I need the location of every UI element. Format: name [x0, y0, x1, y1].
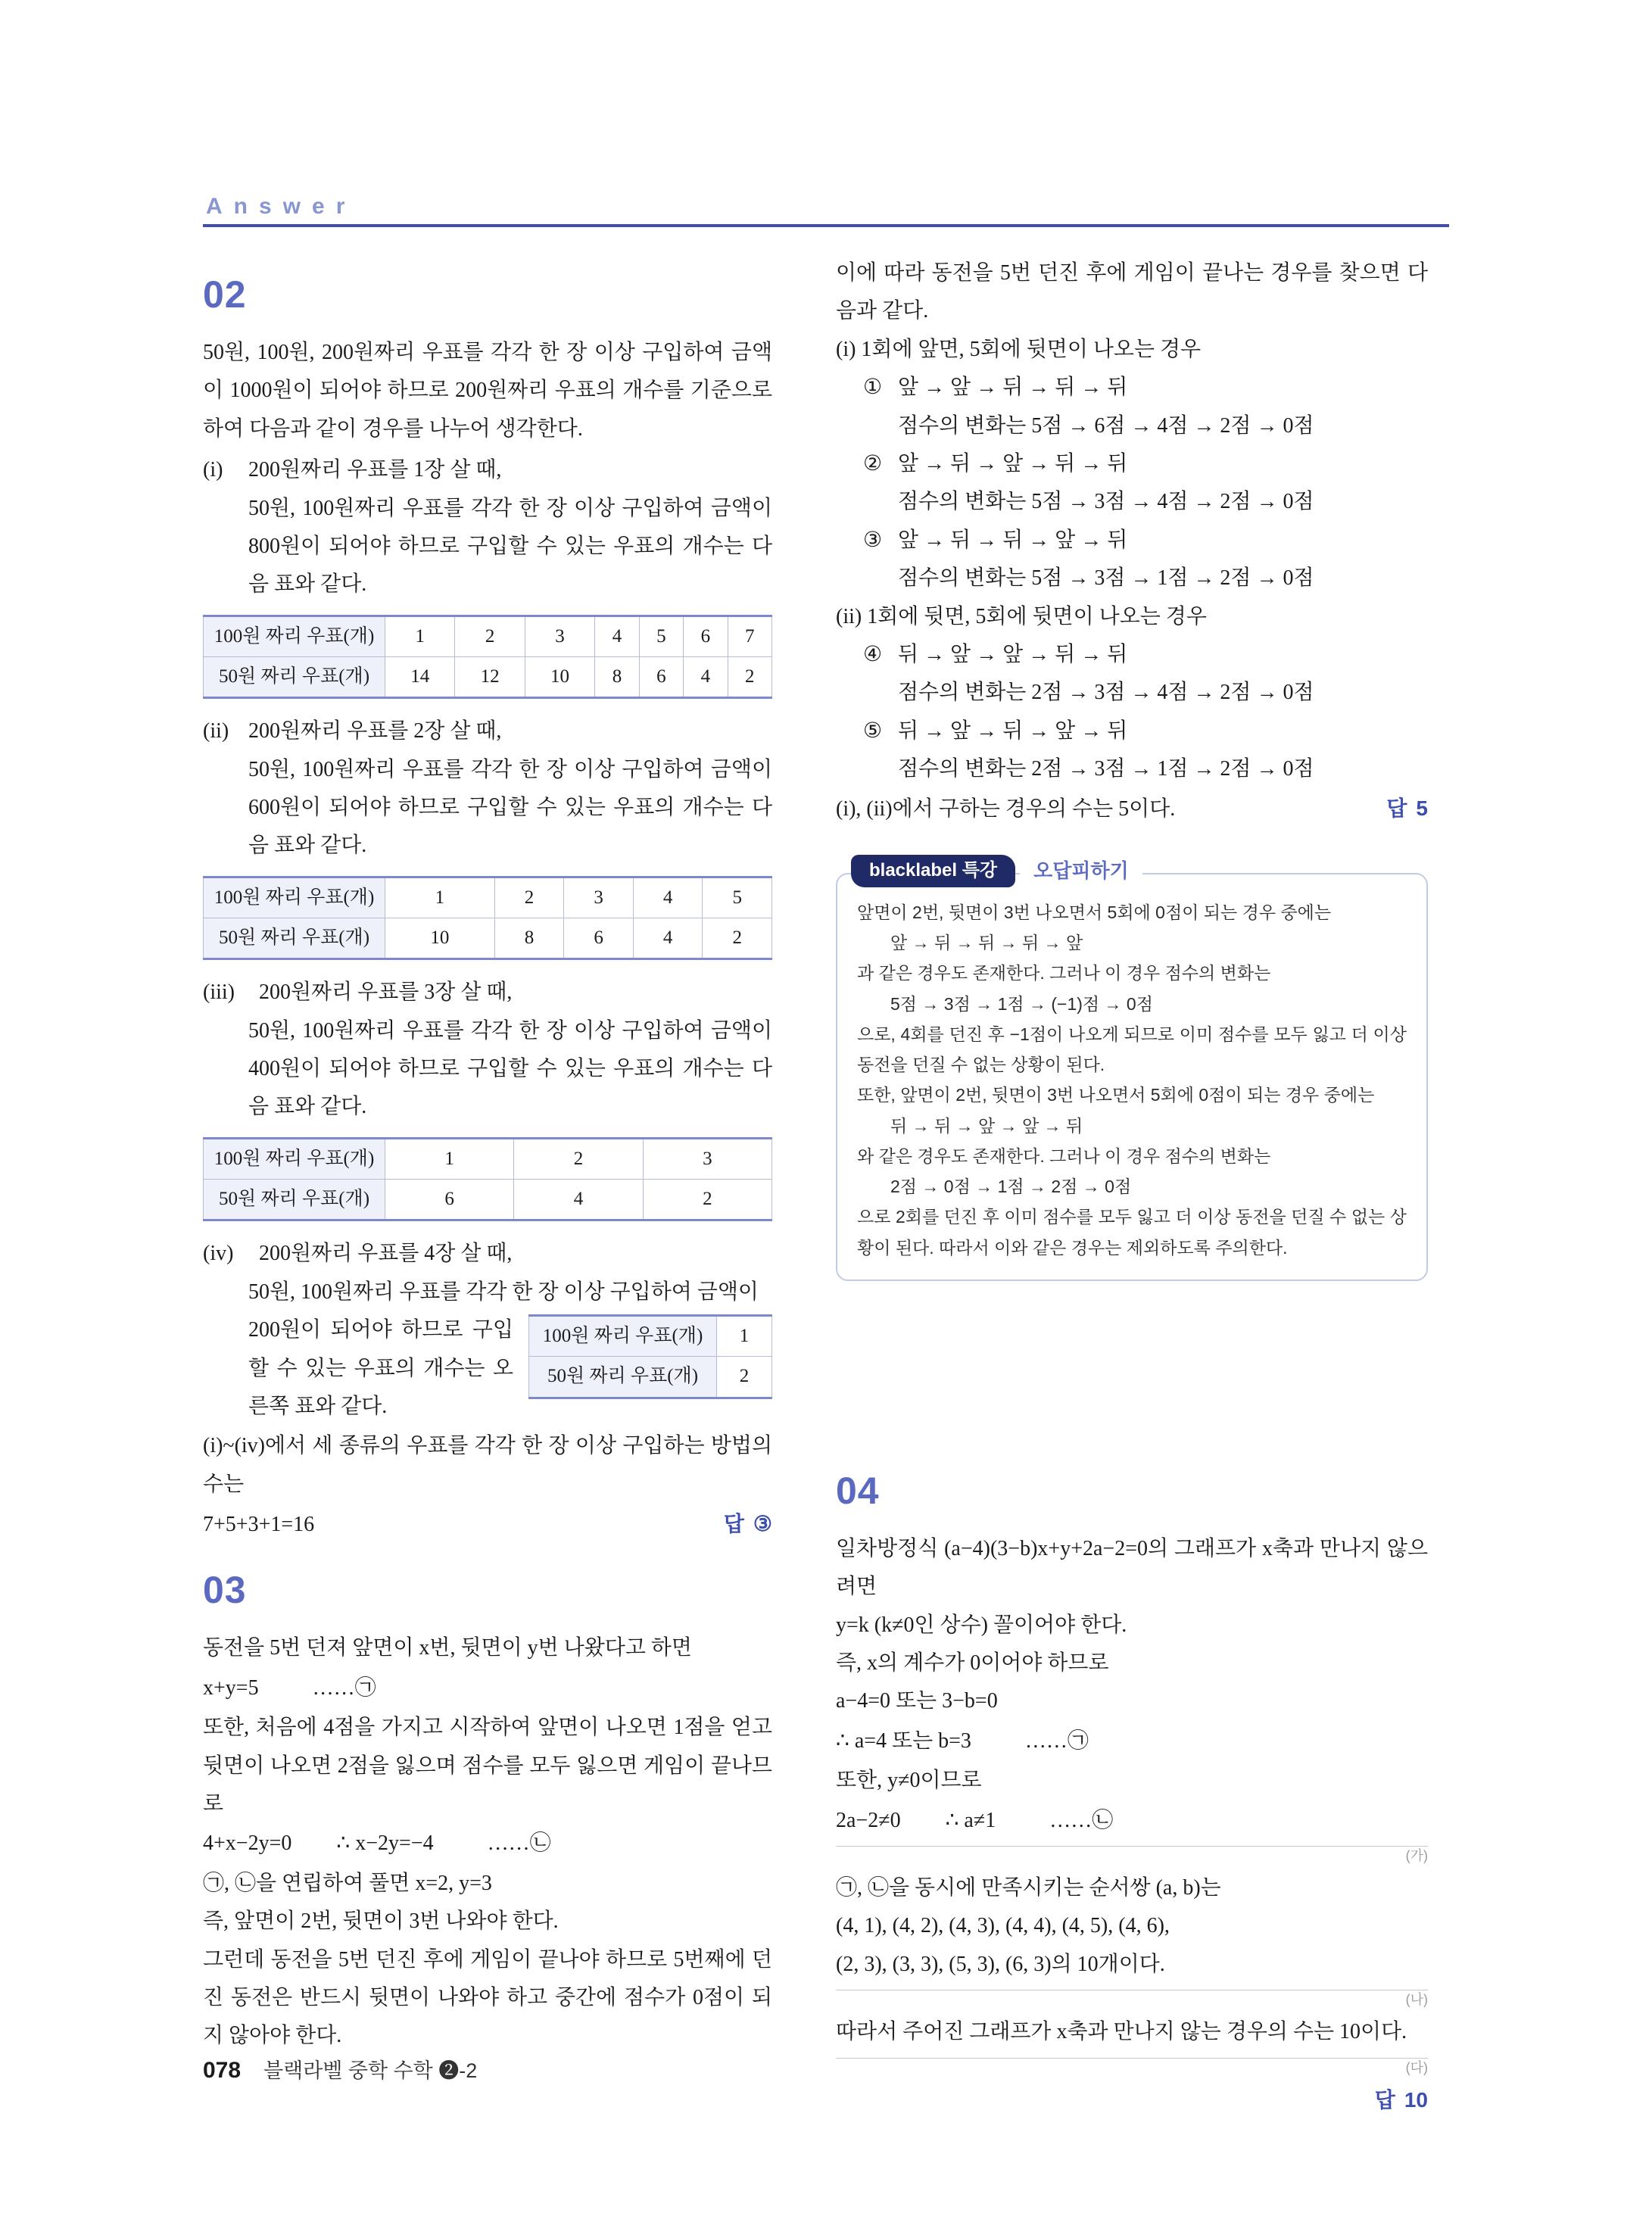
equation-line — [203, 1825, 772, 1862]
table-cell: 8 — [494, 918, 564, 959]
case-title: (ii) 1회에 뒷면, 5회에 뒷면이 나오는 경우 — [836, 604, 1207, 628]
special-box-header — [851, 855, 1142, 887]
table-row-label: 100원 짜리 우표(개) — [529, 1316, 717, 1357]
table-row — [529, 1316, 772, 1357]
table-cell: 1 — [385, 1138, 514, 1179]
equation: 4+x−2y=0 — [203, 1831, 292, 1856]
answer-label: 답 — [1386, 796, 1407, 821]
stamp-count-table-3 — [203, 1137, 772, 1222]
equation-tag: ……㉡ — [487, 1831, 551, 1856]
case-body: 50원, 100원짜리 우표를 각각 한 장 이상 구입하여 금액이 400원이 되어야 하므로 구입할 수 있는 우표의 개수는 다음 표와 같다. — [248, 1018, 772, 1119]
case-body: 50원, 100원짜리 우표를 각각 한 장 이상 구입하여 금액이 — [248, 1280, 759, 1304]
answer-value: 10 — [1404, 2087, 1428, 2112]
score-change: 점수의 변화는 2점 → 3점 → 4점 → 2점 → 0점 — [898, 681, 1314, 705]
solution-paragraph: ㉠, ㉡을 동시에 만족시키는 순서쌍 (a, b)는 — [836, 1875, 1221, 1900]
table-cell: 2 — [703, 918, 772, 959]
score-change: 점수의 변화는 2점 → 3점 → 1점 → 2점 → 0점 — [898, 757, 1314, 781]
result-line — [203, 1505, 772, 1544]
table-cell: 2 — [455, 616, 525, 656]
case-marker: (iv) — [203, 1242, 234, 1266]
table-cell: 6 — [385, 1180, 514, 1220]
table-cell: 7 — [728, 616, 771, 656]
grading-step-label: (가) — [1405, 1847, 1428, 1863]
table-cell: 2 — [728, 656, 771, 697]
score-change: 점수의 변화는 5점 → 3점 → 1점 → 2점 → 0점 — [898, 566, 1314, 591]
table-cell: 8 — [595, 656, 639, 697]
case-heading — [203, 712, 772, 750]
answer-line — [836, 2081, 1428, 2119]
page-number: 078 — [203, 2058, 242, 2083]
table-cell: 1 — [385, 616, 455, 656]
table-cell: 2 — [514, 1138, 643, 1179]
solution-paragraph: 일차방정식 (a−4)(3−b)x+y+2a−2=0의 그래프가 x축과 만나지 않으려면 — [836, 1536, 1428, 1599]
book-title: 블랙라벨 중학 수학 ❷-2 — [263, 2059, 478, 2082]
solution-paragraph: 그런데 동전을 5번 던진 후에 게임이 끝나야 하므로 5번째에 던진 동전은 반드시 뒷면이 나와야 하고 중간에 점수가 0점이 되지 않아야 한다. — [203, 1947, 772, 2048]
right-column — [836, 254, 1428, 2121]
case-title: (i) 1회에 앞면, 5회에 뒷면이 나오는 경우 — [836, 337, 1202, 361]
table-cell: 2 — [643, 1180, 771, 1220]
coin-sequence: 앞 → 뒤 → 앞 → 뒤 → 뒤 — [898, 451, 1128, 475]
problem-number: 02 — [203, 273, 247, 316]
equation: ∴ x−2y=−4 — [336, 1831, 434, 1856]
circled-number: ① — [863, 376, 883, 400]
table-cell: 4 — [633, 918, 703, 959]
table-cell: 10 — [525, 656, 594, 697]
sequence-case — [863, 712, 1428, 750]
case-body-with-side-table — [248, 1311, 772, 1426]
equation-line — [203, 1669, 772, 1707]
grading-step-rule — [836, 1846, 1428, 1863]
equation-tag: ……㉠ — [1024, 1728, 1089, 1753]
score-change: 점수의 변화는 5점 → 6점 → 4점 → 2점 → 0점 — [898, 413, 1314, 438]
score-change: 점수의 변화는 5점 → 3점 → 4점 → 2점 → 0점 — [898, 490, 1314, 514]
solution-paragraph: 50원, 100원, 200원짜리 우표를 각각 한 장 이상 구입하여 금액이 1000원이 되어야 하므로 200원짜리 우표의 개수를 기준으로 하여 다음과 같이 경우를 나누어 생각한다. — [203, 341, 772, 441]
answer-badge — [1375, 2081, 1428, 2119]
table-cell: 5 — [703, 877, 772, 918]
solution-paragraph: (i)~(iv)에서 세 종류의 우표를 각각 한 장 이상 구입하는 방법의 수는 — [203, 1434, 772, 1496]
table-cell: 6 — [564, 918, 634, 959]
conclusion-line — [836, 790, 1428, 828]
sequence-case — [863, 445, 1428, 483]
mistake-avoid-label: 오답피하기 — [1020, 859, 1142, 883]
special-line: 앞면이 2번, 뒷면이 3번 나오면서 5회에 0점이 되는 경우 중에는 — [857, 902, 1332, 922]
table-row — [204, 1180, 772, 1220]
table-row — [204, 616, 772, 656]
special-line: 또한, 앞면이 2번, 뒷면이 3번 나오면서 5회에 0점이 되는 경우 중에는 — [857, 1085, 1375, 1105]
table-cell: 10 — [385, 918, 495, 959]
solution-paragraph: 즉, 앞면이 2번, 뒷면이 3번 나와야 한다. — [203, 1909, 559, 1934]
table-row-label: 100원 짜리 우표(개) — [204, 1138, 385, 1179]
answer-value: 5 — [1416, 796, 1428, 821]
problem-number: 04 — [836, 1469, 880, 1512]
solution-paragraph: 동전을 5번 던져 앞면이 x번, 뒷면이 y번 나왔다고 하면 — [203, 1636, 692, 1660]
case-body: 200원이 되어야 하므로 구입할 수 있는 우표의 개수는 오른쪽 표와 같다. — [248, 1318, 513, 1418]
case-heading — [203, 1235, 772, 1273]
circled-number: ③ — [863, 528, 883, 552]
grading-step-label: (다) — [1405, 2059, 1428, 2075]
equation-line — [836, 1722, 1428, 1760]
circled-number: ⑤ — [863, 719, 883, 743]
special-line: 으로, 4회를 던진 후 −1점이 나오게 되므로 이미 점수를 모두 잃고 더 이상 동전을 던질 수 없는 상황이 된다. — [857, 1024, 1407, 1075]
answer-badge — [724, 1505, 772, 1543]
table-cell: 5 — [639, 616, 683, 656]
solution-paragraph: 즉, x의 계수가 0이어야 하므로 — [836, 1651, 1109, 1675]
table-cell: 4 — [633, 877, 703, 918]
problem-number: 03 — [203, 1569, 247, 1612]
table-cell: 6 — [684, 616, 728, 656]
solution-paragraph: 또한, 처음에 4점을 가지고 시작하여 앞면이 나오면 1점을 얻고 뒷면이 나오면 2점을 잃으며 점수를 모두 잃으면 게임이 끝나므로 — [203, 1716, 772, 1816]
circled-number: ② — [863, 451, 883, 475]
table-cell: 1 — [385, 877, 495, 918]
special-line: 5점 → 3점 → 1점 → (−1)점 → 0점 — [890, 993, 1153, 1014]
stamp-count-table-2 — [203, 876, 772, 961]
case-title: 200원짜리 우표를 4장 살 때, — [259, 1242, 513, 1266]
table-row-label: 50원 짜리 우표(개) — [204, 1180, 385, 1220]
case-marker: (ii) — [203, 719, 229, 743]
case-title: 200원짜리 우표를 3장 살 때, — [259, 980, 513, 1005]
conclusion-text: 따라서 주어진 그래프가 x축과 만나지 않는 경우의 수는 10이다. — [836, 2020, 1407, 2044]
equation: y=k (k≠0인 상수) 꼴이어야 한다. — [836, 1613, 1127, 1637]
coin-sequence: 앞 → 앞 → 뒤 → 뒤 → 뒤 — [898, 376, 1128, 400]
problem-02 — [203, 274, 772, 1544]
case-marker: (iii) — [203, 980, 235, 1005]
equation: ∴ a=4 또는 b=3 — [836, 1728, 971, 1753]
blacklabel-special-box — [836, 859, 1428, 1281]
sequence-case — [863, 522, 1428, 560]
stamp-count-table-4 — [528, 1314, 772, 1399]
special-line: 과 같은 경우도 존재한다. 그러나 이 경우 점수의 변화는 — [857, 963, 1271, 983]
table-row — [204, 1138, 772, 1179]
table-cell: 4 — [595, 616, 639, 656]
table-row — [529, 1357, 772, 1398]
page-header-title: Answer — [206, 194, 357, 219]
case-block-iii — [203, 974, 772, 1221]
table-cell: 1 — [717, 1316, 772, 1357]
equation-tag: ……㉠ — [312, 1675, 376, 1700]
special-line: 앞 → 뒤 → 뒤 → 뒤 → 앞 — [890, 933, 1083, 953]
circled-number: ④ — [863, 642, 883, 666]
solution-paragraph: 또한, y≠0이므로 — [836, 1769, 982, 1793]
answer-label: 답 — [1374, 2087, 1395, 2112]
left-column — [203, 254, 772, 2056]
case-body: 50원, 100원짜리 우표를 각각 한 장 이상 구입하여 금액이 600원이 되어야 하므로 구입할 수 있는 우표의 개수는 다음 표와 같다. — [248, 757, 772, 858]
table-cell: 4 — [514, 1180, 643, 1220]
case-block-i — [203, 451, 772, 699]
problem-03 — [203, 1569, 772, 2055]
sequence-case — [863, 369, 1428, 407]
table-row — [204, 656, 772, 697]
ordered-pairs: (4, 1), (4, 2), (4, 3), (4, 4), (4, 5), (4, 6), — [836, 1914, 1170, 1938]
table-row-label: 100원 짜리 우표(개) — [204, 877, 385, 918]
conclusion-text: (i), (ii)에서 구하는 경우의 수는 5이다. — [836, 797, 1176, 821]
case-heading — [203, 451, 772, 489]
case-heading — [203, 974, 772, 1012]
special-line: 으로 2회를 던진 후 이미 점수를 모두 잃고 더 이상 동전을 던질 수 없는 상황이 된다. 따라서 이와 같은 경우는 제외하도록 주의한다. — [857, 1207, 1407, 1258]
table-cell: 4 — [684, 656, 728, 697]
case-title: 200원짜리 우표를 2장 살 때, — [248, 719, 502, 743]
table-cell: 12 — [455, 656, 525, 697]
case-block-iv — [203, 1235, 772, 1426]
table-row — [204, 877, 772, 918]
case-body: 50원, 100원짜리 우표를 각각 한 장 이상 구입하여 금액이 800원이 되어야 하므로 구입할 수 있는 우표의 개수는 다음 표와 같다. — [248, 496, 772, 597]
equation: a−4=0 또는 3−b=0 — [836, 1689, 998, 1713]
answer-label: 답 — [723, 1512, 744, 1536]
answer-badge — [1386, 790, 1428, 828]
table-cell: 2 — [717, 1357, 772, 1398]
equation-line — [836, 1802, 1428, 1840]
special-line: 2점 → 0점 → 1점 → 2점 → 0점 — [890, 1177, 1132, 1197]
blacklabel-badge: blacklabel 특강 — [851, 855, 1015, 887]
case-title: 200원짜리 우표를 1장 살 때, — [248, 458, 502, 482]
equation: 7+5+3+1=16 — [203, 1513, 315, 1537]
special-line: 뒤 → 뒤 → 앞 → 앞 → 뒤 — [890, 1115, 1083, 1136]
table-cell: 14 — [385, 656, 455, 697]
equation: x+y=5 — [203, 1675, 259, 1700]
grading-step-rule — [836, 2058, 1428, 2075]
table-cell: 2 — [494, 877, 564, 918]
solution-paragraph: ㉠, ㉡을 연립하여 풀면 x=2, y=3 — [203, 1871, 492, 1895]
table-cell: 3 — [643, 1138, 771, 1179]
solution-paragraph: 이에 따라 동전을 5번 던진 후에 게임이 끝나는 경우를 찾으면 다음과 같다. — [836, 261, 1428, 323]
table-cell: 6 — [639, 656, 683, 697]
coin-sequence: 뒤 → 앞 → 뒤 → 앞 → 뒤 — [898, 719, 1128, 743]
problem-04 — [836, 1470, 1428, 2119]
coin-sequence: 앞 → 뒤 → 뒤 → 앞 → 뒤 — [898, 528, 1128, 552]
special-line: 와 같은 경우도 존재한다. 그러나 이 경우 점수의 변화는 — [857, 1146, 1271, 1166]
answer-value: ③ — [753, 1512, 772, 1536]
coin-sequence: 뒤 → 앞 → 앞 → 뒤 → 뒤 — [898, 642, 1128, 666]
table-row — [204, 918, 772, 959]
problem-03-continued — [836, 254, 1428, 829]
equation: 2a−2≠0 — [836, 1808, 901, 1832]
case-marker: (i) — [203, 458, 223, 482]
table-cell: 3 — [525, 616, 594, 656]
sequence-case — [863, 636, 1428, 674]
table-row-label: 50원 짜리 우표(개) — [204, 918, 385, 959]
table-row-label: 100원 짜리 우표(개) — [204, 616, 385, 656]
equation: ∴ a≠1 — [945, 1808, 996, 1832]
grading-step-label: (나) — [1405, 1992, 1428, 2008]
equation-tag: ……㉡ — [1049, 1808, 1114, 1832]
stamp-count-table-1 — [203, 615, 772, 700]
case-block-ii — [203, 712, 772, 960]
header-rule — [203, 224, 1449, 227]
page-footer — [203, 2050, 477, 2091]
table-row-label: 50원 짜리 우표(개) — [529, 1357, 717, 1398]
table-cell: 3 — [564, 877, 634, 918]
ordered-pairs: (2, 3), (3, 3), (5, 3), (6, 3)의 10개이다. — [836, 1952, 1165, 1976]
table-row-label: 50원 짜리 우표(개) — [204, 656, 385, 697]
